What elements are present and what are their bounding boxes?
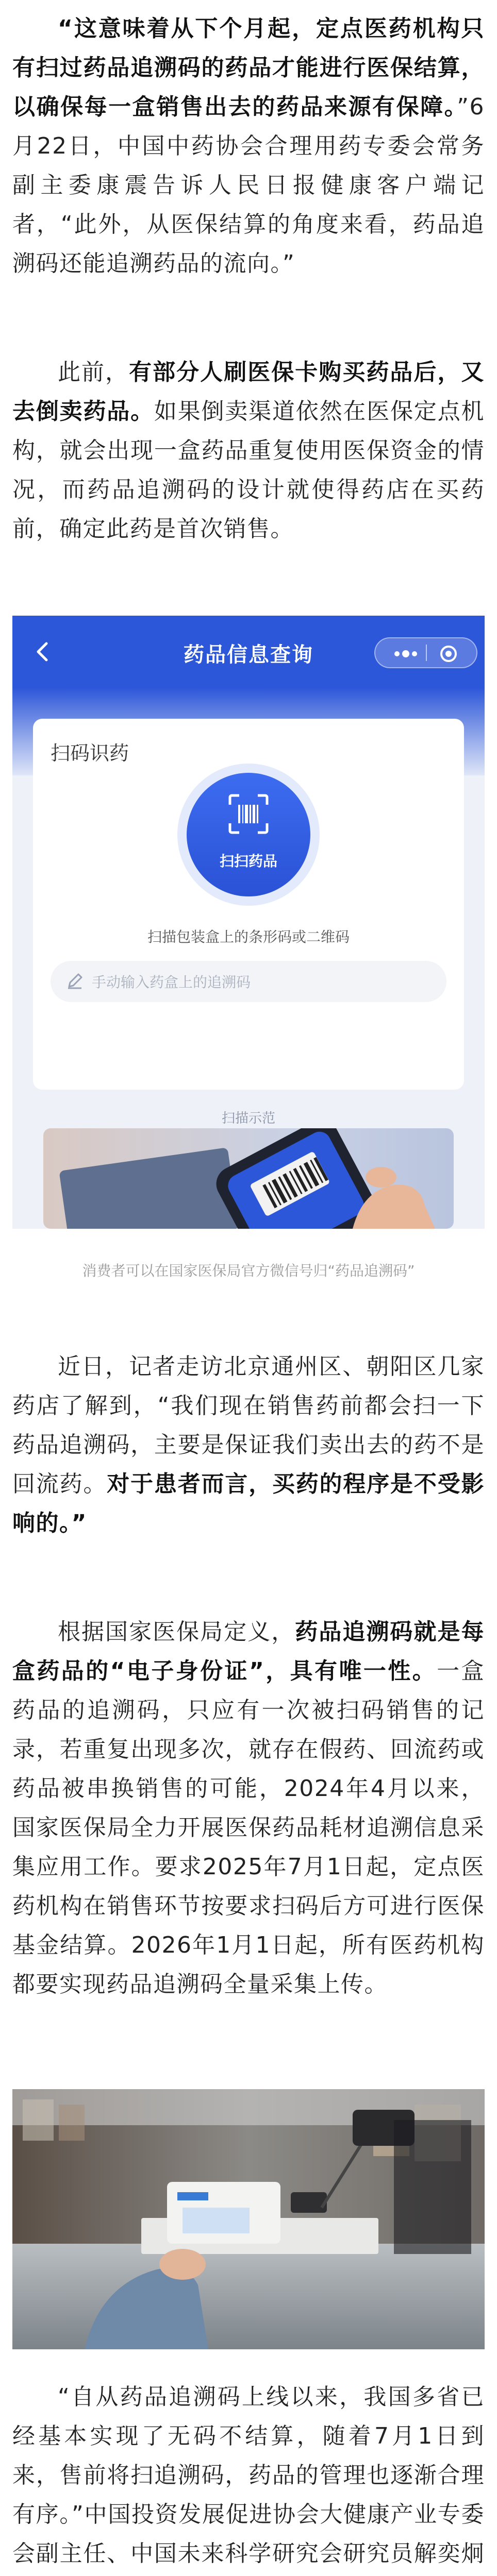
scan-card-title: 扫码识药 bbox=[51, 742, 129, 765]
scan-example-image bbox=[43, 1128, 454, 1229]
example-title: 扫描示范 bbox=[221, 1111, 275, 1126]
image-caption: 消费者可以在国家医保局官方微信号归“药品追溯码” bbox=[82, 1262, 415, 1279]
paragraph-3 bbox=[12, 1347, 485, 1543]
app-screenshot bbox=[12, 616, 485, 1231]
paragraph-2-text-a: 此前， bbox=[58, 359, 129, 385]
target-close-icon[interactable] bbox=[439, 645, 458, 663]
pencil-icon bbox=[66, 972, 84, 990]
paragraph-1-text: ”6月22日，中国中药协会合理用药专委会常务副主委康震告诉人民日报健康客户端记者，“此外，从医保结算的角度来看，药品追溯码还能追溯药品的流向。” bbox=[12, 94, 485, 277]
paragraph-1 bbox=[12, 9, 485, 283]
paragraph-4-text-a: 根据国家医保局定义， bbox=[58, 1619, 295, 1645]
more-dots-icon[interactable] bbox=[393, 646, 419, 662]
scan-hint: 扫描包装盒上的条形码或二维码 bbox=[147, 928, 350, 945]
manual-input-placeholder: 手动输入药盒上的追溯码 bbox=[92, 974, 251, 991]
paragraph-2 bbox=[12, 353, 485, 549]
paragraph-5 bbox=[12, 2378, 485, 2576]
app-title: 药品信息查询 bbox=[184, 643, 313, 667]
barcode-scan-icon bbox=[228, 793, 269, 835]
app-bar bbox=[12, 616, 485, 688]
paragraph-1-bold: “这意味着从下个月起，定点医药机构只有扫过药品追溯码的药品才能进行医保结算，以确保每一盒销售出去的药品来源有保障。 bbox=[12, 15, 485, 120]
scan-button-label: 扫扫药品 bbox=[219, 853, 277, 870]
pharmacy-scanner-photo bbox=[12, 2089, 485, 2349]
scan-button[interactable] bbox=[187, 773, 310, 896]
capsule-divider bbox=[426, 645, 427, 661]
pharmacy-counter-illustration bbox=[12, 2089, 485, 2349]
paragraph-3-text: 近日，记者走访北京通州区、朝阳区几家药店了解到，“我们现在销售药前都会扫一下药品追溯码，主要是保证我们卖出去的药不是回流药。 bbox=[12, 1353, 485, 1497]
paragraph-4-bold: 药品追溯码就是每盒药品的“电子身份证”，具有唯一性。 bbox=[12, 1619, 485, 1684]
paragraph-5-text: “自从药品追溯码上线以来，我国多省已经基本实现了无码不结算，随着7月1日到来，售前将扫追溯码，药品的管理也逐渐合理有序。”中国投资发展促进协会大健康产业专委会副主任、中国未来科学研究会研究员解奕炯 bbox=[12, 2384, 485, 2567]
scan-card bbox=[33, 719, 464, 1090]
paragraph-4 bbox=[12, 1613, 485, 2004]
paragraph-3-bold: 对于患者而言，买药的程序是不受影响的。” bbox=[12, 1471, 485, 1536]
paragraph-2-bold: 有部分人刷医保卡购买药品后，又去倒卖药品。 bbox=[12, 359, 485, 425]
mini-program-capsule[interactable] bbox=[374, 637, 477, 668]
paragraph-4-text-b: 一盒药品的追溯码，只应有一次被扫码销售的记录，若重复出现多次，就存在假药、回流药或药品被串换销售的可能，2024年4月以来，国家医保局全力开展医保药品耗材追溯信息采集应用工作。要求2025年7月1日起，定点医药机构在销售环节按要求扫码后方可进行医保基金结算。2026年1月1日起，所有医药机构都要实现药品追溯码全量采集上传。 bbox=[12, 1658, 485, 1997]
manual-code-input[interactable] bbox=[51, 961, 446, 1002]
phone-scanning-box-illustration bbox=[43, 1128, 454, 1229]
paragraph-2-text-b: 如果倒卖渠道依然在医保定点机构，就会出现一盒药品重复使用医保资金的情况，而药品追溯码的设计就使得药店在买药前，确定此药是首次销售。 bbox=[12, 398, 485, 542]
